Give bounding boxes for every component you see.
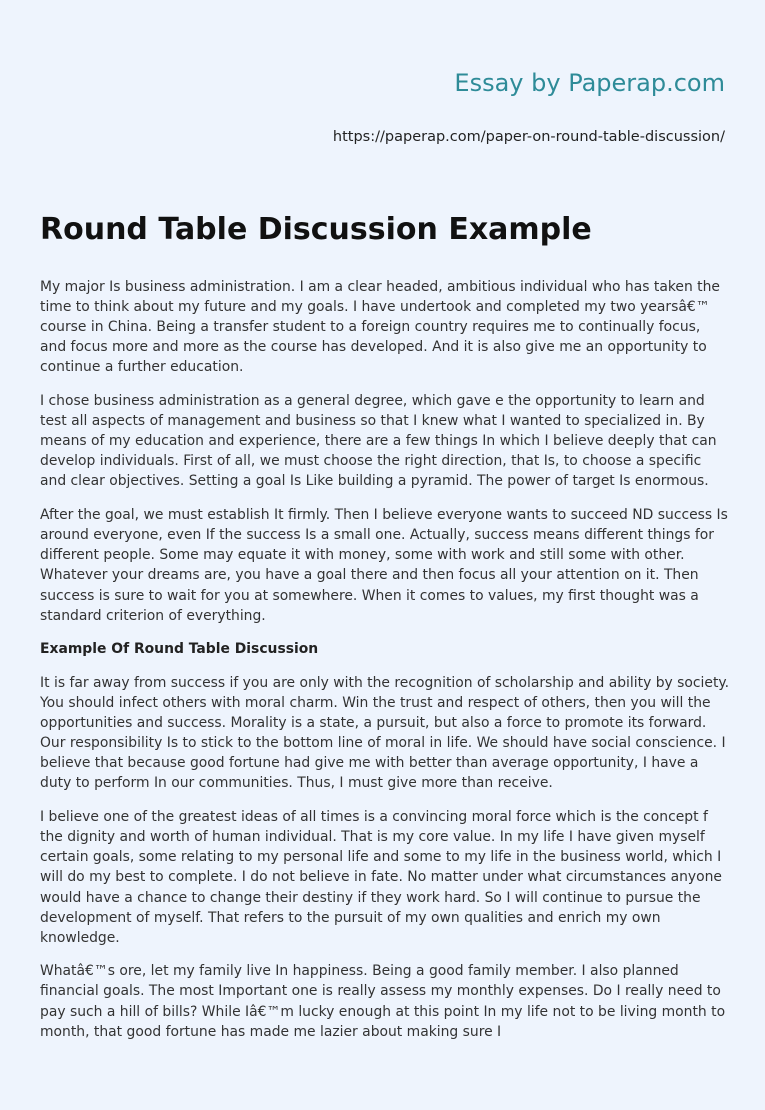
paragraph-6: Whatâ€™s ore, let my family live In happiness. Being a good family member. I also planned financial goals. The most Important one is really assess my monthly expenses. Do I really need to pay such a hill of bills? While Iâ€™m lucky enough at this point In my life not to be living month to month, that good fortune has made me lazier about making sure I bbox=[40, 963, 726, 1040]
paragraph-5: I believe one of the greatest ideas of all times is a convincing moral force which is the concept f the dignity and worth of human individual. That is my core value. In my life I have given myself certain goals, some relating to my personal life and some to my life in the business world, which I will do my best to complete. I do not believe in fate. No matter under what circumstances anyone would have a chance to change their destiny if they work hard. So I will continue to pursue the development of myself. That refers to the pursuit of my own qualities and enrich my own knowledge. bbox=[40, 809, 722, 946]
section-heading: Example Of Round Table Discussion bbox=[40, 641, 319, 658]
paragraph-1: My major Is business administration. I am a clear headed, ambitious individual who has taken the time to think about my future and my goals. I have undertook and completed my two yearsâ€™ course in China. Being a transfer student to a foreign country requires me to continually focus, and focus more and more as the course has developed. And it is also give me an opportunity to continue a further education. bbox=[40, 279, 720, 376]
source-url[interactable]: https://paperap.com/paper-on-round-table-discussion/ bbox=[332, 129, 725, 145]
paragraph-2: I chose business administration as a general degree, which gave e the opportunity to learn and test all aspects of management and business so that I knew what I wanted to specialized in. By means of my education and experience, there are a few things In which I believe deeply that can develop individuals. First of all, we must choose the right direction, that Is, to choose a specific and clear objectives. Setting a goal Is Like building a pyramid. The power of target Is enormous. bbox=[40, 393, 717, 490]
article-body bbox=[40, 277, 730, 1055]
paragraph-4: It is far away from success if you are only with the recognition of scholarship and ability by society. You should infect others with moral charm. Win the trust and respect of others, then you will the opportunities and success. Morality is a state, a pursuit, but also a force to promote its forward. Our responsibility Is to stick to the bottom line of moral in life. We should have social conscience. I believe that because good fortune had give me with better than average opportunity, I have a duty to perform In our communities. Thus, I must give more than receive. bbox=[40, 674, 730, 792]
page-title: Round Table Discussion Example bbox=[40, 212, 592, 247]
site-brand[interactable]: Essay by Paperap.com bbox=[454, 69, 725, 97]
paragraph-3: After the goal, we must establish It firmly. Then I believe everyone wants to succeed ND success Is around everyone, even If the success Is a small one. Actually, success means different things for different people. Some may equate it with money, some with work and still some with other. Whatever your dreams are, you have a goal there and then focus all your attention on it. Then success is sure to wait for you at somewhere. When it comes to values, my first thought was a standard criterion of everything. bbox=[40, 507, 728, 624]
